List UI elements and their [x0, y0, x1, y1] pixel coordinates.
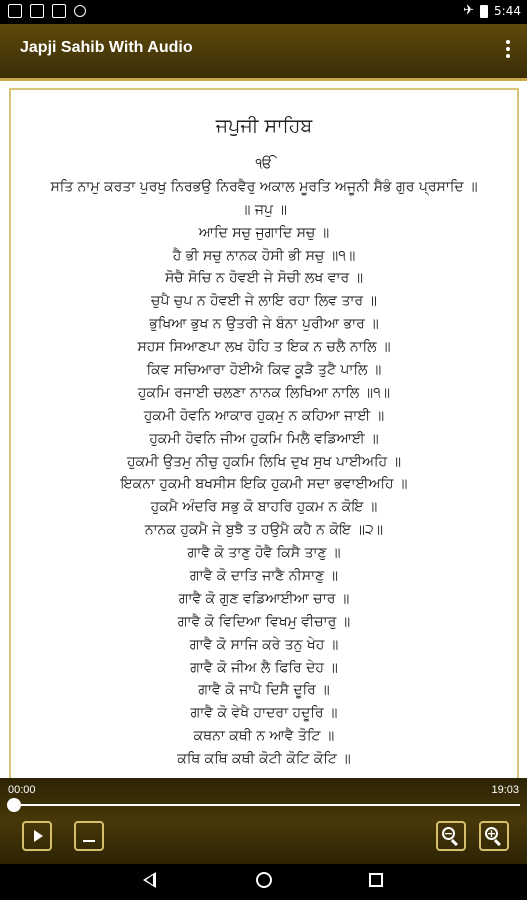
gurbani-line: ਹੁਕਮੀ ਹੋਵਨਿ ਜੀਅ ਹੁਕਮਿ ਮਿਲੈ ਵਡਿਆਈ ॥	[149, 430, 379, 447]
play-icon	[34, 830, 43, 842]
status-bar	[0, 0, 527, 24]
system-icons	[463, 3, 521, 19]
gurbani-line: ਹੁਕਮੀ ਹੋਵਨਿ ਆਕਾਰ ਹੁਕਮੁ ਨ ਕਹਿਆ ਜਾਈ ॥	[143, 407, 385, 424]
gurbani-lines	[11, 153, 517, 771]
zoom-in-sign: +	[486, 827, 497, 840]
gurbani-line: ਭੁਖਿਆ ਭੁਖ ਨ ਉਤਰੀ ਜੇ ਬੰਨਾ ਪੁਰੀਆ ਭਾਰ ॥	[149, 316, 379, 333]
seek-bar[interactable]	[14, 804, 520, 806]
gurbani-line: ਗਾਵੈ ਕੋ ਸਾਜਿ ਕਰੇ ਤਨੁ ਖੇਹ ॥	[189, 636, 339, 653]
gurbani-line: ਹੈ ਭੀ ਸਚੁ ਨਾਨਕ ਹੋਸੀ ਭੀ ਸਚੁ ॥੧॥	[172, 247, 356, 264]
image-icon	[8, 4, 22, 18]
gurbani-line: ਕਥਨਾ ਕਥੀ ਨ ਆਵੈ ਤੋਟਿ ॥	[193, 728, 335, 745]
gurbani-line: ਗਾਵੈ ਕੋ ਵੇਖੈ ਹਾਦਰਾ ਹਦੂਰਿ ॥	[190, 705, 338, 722]
current-time: 00:00	[8, 784, 36, 796]
app-bar	[0, 24, 527, 78]
android-icon	[74, 5, 86, 17]
gurbani-line: ਹੁਕਮੀ ਉਤਮੁ ਨੀਚੁ ਹੁਕਮਿ ਲਿਖਿ ਦੁਖ ਸੁਖ ਪਾਈਅਹਿ ॥	[126, 453, 402, 470]
gurbani-line: ਹੁਕਮਿ ਰਜਾਈ ਚਲਣਾ ਨਾਨਕ ਲਿਖਿਆ ਨਾਲਿ ॥੧॥	[137, 384, 391, 401]
page-title: ਜਪੁਜੀ ਸਾਹਿਬ	[215, 115, 313, 137]
overflow-menu-icon[interactable]	[503, 40, 513, 62]
play-button[interactable]	[22, 821, 52, 851]
zoom-in-button[interactable]	[479, 821, 509, 851]
gurbani-line: ੴ	[255, 156, 273, 172]
gurbani-line: ॥ ਜਪੁ ॥	[241, 201, 287, 218]
stop-icon	[83, 840, 95, 842]
gurbani-line: ਆਦਿ ਸਚੁ ਜੁਗਾਦਿ ਸਚੁ ॥	[198, 224, 330, 241]
gurbani-panel[interactable]	[9, 88, 519, 778]
zoom-in-icon	[485, 827, 503, 845]
header-divider	[0, 78, 527, 81]
gurbani-line: ਗਾਵੈ ਕੋ ਤਾਣੁ ਹੋਵੈ ਕਿਸੈ ਤਾਣੁ ॥	[187, 545, 341, 562]
gurbani-line: ਕਿਵ ਸਚਿਆਰਾ ਹੋਈਐ ਕਿਵ ਕੂੜੈ ਤੁਟੈ ਪਾਲਿ ॥	[146, 362, 382, 379]
recents-icon[interactable]	[369, 873, 383, 887]
gurbani-line: ਨਾਨਕ ਹੁਕਮੈ ਜੇ ਬੁਝੈ ਤ ਹਉਮੈ ਕਹੈ ਨ ਕੋਇ ॥੨॥	[144, 522, 384, 539]
gurbani-line: ਗਾਵੈ ਕੋ ਵਿਦਿਆ ਵਿਖਮੁ ਵੀਚਾਰੁ ॥	[177, 613, 351, 630]
navigation-bar	[0, 864, 527, 900]
status-time: 5:44	[494, 4, 521, 18]
audio-player	[0, 778, 527, 864]
gurbani-line: ਗਾਵੈ ਕੋ ਦਾਤਿ ਜਾਣੈ ਨੀਸਾਣੁ ॥	[189, 568, 339, 585]
seek-thumb[interactable]	[7, 798, 21, 812]
battery-icon	[480, 5, 488, 18]
gurbani-line: ਸਹਸ ਸਿਆਣਪਾ ਲਖ ਹੋਹਿ ਤ ਇਕ ਨ ਚਲੈ ਨਾਲਿ ॥	[137, 339, 391, 356]
gurbani-line: ਗਾਵੈ ਕੋ ਜਾਪੈ ਦਿਸੈ ਦੂਰਿ ॥	[198, 682, 330, 699]
notification-icons	[8, 4, 86, 18]
gurbani-line: ਸੋਚੈ ਸੋਚਿ ਨ ਹੋਵਈ ਜੇ ਸੋਚੀ ਲਖ ਵਾਰ ॥	[164, 270, 364, 287]
gurbani-line: ਚੁਪੈ ਚੁਪ ਨ ਹੋਵਈ ਜੇ ਲਾਇ ਰਹਾ ਲਿਵ ਤਾਰ ॥	[151, 293, 377, 310]
zoom-out-sign: −	[443, 827, 454, 840]
gurbani-line: ਗਾਵੈ ਕੋ ਗੁਣ ਵਡਿਆਈਆ ਚਾਰ ॥	[178, 590, 350, 607]
home-icon[interactable]	[256, 872, 272, 888]
zoom-out-icon	[442, 827, 460, 845]
app-icon	[52, 4, 66, 18]
gurbani-line: ਸਤਿ ਨਾਮੁ ਕਰਤਾ ਪੁਰਖੁ ਨਿਰਭਉ ਨਿਰਵੈਰੁ ਅਕਾਲ ਮੂਰਤਿ ਅਜੂਨੀ ਸੈਭੰ ਗੁਰ ਪ੍ਰਸਾਦਿ ॥	[50, 178, 478, 195]
gallery-icon	[30, 4, 44, 18]
gurbani-line: ਹੁਕਮੈ ਅੰਦਰਿ ਸਭੁ ਕੋ ਬਾਹਰਿ ਹੁਕਮ ਨ ਕੋਇ ॥	[150, 499, 378, 516]
gurbani-line: ਕਥਿ ਕਥਿ ਕਥੀ ਕੋਟੀ ਕੋਟਿ ਕੋਟਿ ॥	[177, 751, 351, 768]
gurbani-line: ਇਕਨਾ ਹੁਕਮੀ ਬਖਸੀਸ ਇਕਿ ਹੁਕਮੀ ਸਦਾ ਭਵਾਈਅਹਿ ॥	[120, 476, 408, 493]
back-icon[interactable]	[143, 872, 156, 888]
stop-button[interactable]	[74, 821, 104, 851]
app-title: Japji Sahib With Audio	[20, 39, 193, 56]
zoom-out-button[interactable]	[436, 821, 466, 851]
gurbani-line: ਗਾਵੈ ਕੋ ਜੀਅ ਲੈ ਫਿਰਿ ਦੇਹ ॥	[190, 659, 338, 676]
total-time: 19:03	[491, 784, 519, 796]
airplane-mode-icon: ✈	[463, 3, 475, 18]
